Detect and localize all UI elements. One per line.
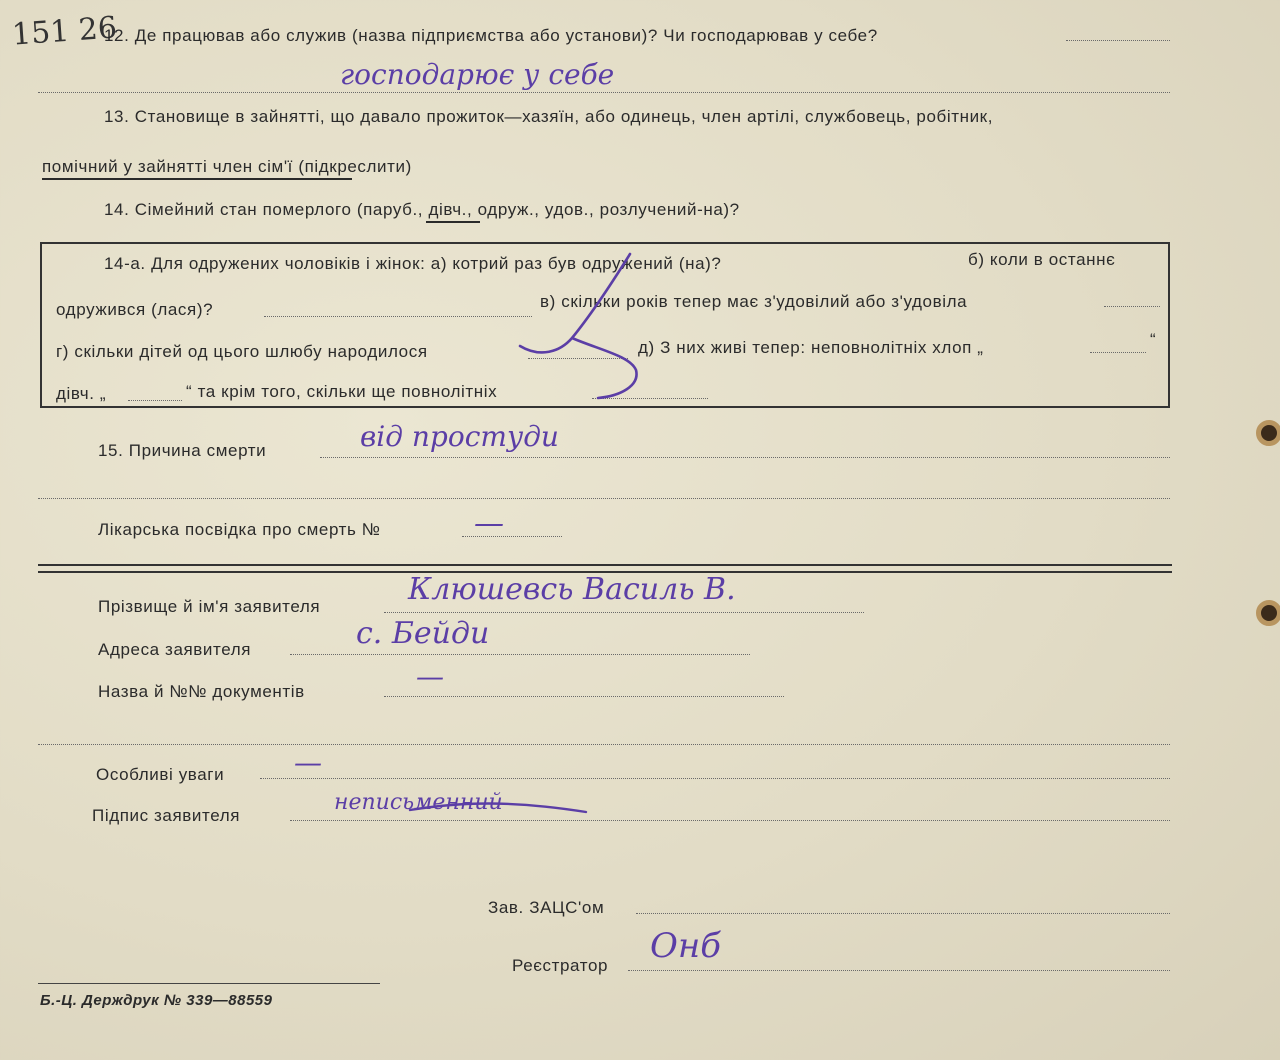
applicant-docs-extra-line (38, 744, 1170, 745)
q12-answer: господарює у себе (340, 58, 615, 91)
applicant-docs-value: — (416, 660, 444, 693)
applicant-name-dots (384, 612, 864, 613)
q14a-line3b-dots (1090, 352, 1146, 353)
notes-label: Особливі уваги (96, 765, 225, 784)
punch-hole-top (1256, 420, 1280, 446)
applicant-docs-dots (384, 696, 784, 697)
q14-underline-mark (426, 221, 480, 223)
q14a-line3b: д) З них живі тепер: неповнолітніх хлоп „ (638, 338, 984, 357)
q14a-line2a: одружився (лася)? (56, 300, 214, 319)
applicant-address-dots (290, 654, 750, 655)
footer-rule (38, 983, 380, 984)
q15-answer-line (38, 498, 1170, 499)
signature-stroke-mark (400, 794, 600, 824)
q13-label-line2: помічний у зайнятті член сім'ї (підкреслити) (42, 157, 412, 176)
q14a-line3c: “ (1150, 330, 1157, 349)
registrar-dots (628, 970, 1170, 971)
q15-dots (320, 457, 1170, 458)
medical-answer: — (474, 506, 504, 541)
q13-underline-mark (42, 178, 352, 180)
q14a-line2b-dots (1104, 306, 1160, 307)
head-registry-dots (636, 913, 1170, 914)
q14a-line4a: дівч. „ (56, 384, 107, 403)
applicant-docs-label: Назва й №№ документів (98, 682, 305, 701)
q14a-line3a: г) скільки дітей од цього шлюбу народилося (56, 342, 428, 361)
punch-hole-bottom (1256, 600, 1280, 626)
applicant-address-value: с. Бейди (356, 616, 490, 651)
medical-label: Лікарська посвідка про смерть № (98, 520, 381, 539)
registrar-signature: Онб (650, 926, 722, 966)
q14a-line1b: б) коли в останнє (968, 250, 1116, 269)
applicant-name-label: Прізвище й ім'я заявителя (98, 597, 321, 616)
q14a-line4-dots (128, 400, 182, 401)
q14a-strike-mark (480, 246, 740, 416)
applicant-address-label: Адреса заявителя (98, 640, 252, 659)
q14a-line4b: “ та крім того, скільки ще повнолітніх (186, 382, 498, 401)
notes-value: — (294, 746, 322, 779)
registrar-label: Реєстратор (512, 956, 609, 975)
corner-archive-number: 151 26 (10, 10, 119, 53)
head-registry-label: Зав. ЗАЦС'ом (488, 898, 605, 917)
q15-label: 15. Причина смерти (98, 441, 267, 460)
q12-dotted-line (1066, 40, 1170, 41)
q12-answer-line (38, 92, 1170, 93)
printer-imprint: Б.-Ц. Держдрук № 339—88559 (40, 992, 273, 1009)
q14a-line1a: 14-а. Для одружених чоловіків і жінок: а) котрий раз був одружений (на)? (104, 254, 722, 273)
signature-value: неписьменний (334, 790, 503, 815)
q14-label: 14. Сімейний стан померлого (паруб., дівч., одруж., удов., розлучений-на)? (104, 200, 740, 219)
signature-label: Підпис заявителя (92, 806, 241, 825)
section-divider-top (38, 564, 1172, 566)
applicant-name-value: Клюшевсь Василь В. (408, 572, 736, 607)
q14a-line2b: в) скільки років тепер має з'удовілий або з'удовіла (540, 292, 968, 311)
q13-label: 13. Становище в зайнятті, що давало прожиток—хазяїн, або одинець, член артілі, службовець, робітник, (104, 107, 994, 126)
q15-answer: від простуди (360, 420, 559, 453)
notes-dots (260, 778, 1170, 779)
q12-label: 12. Де працював або служив (назва підприємства або установи)? Чи господарював у себе? (104, 26, 878, 45)
